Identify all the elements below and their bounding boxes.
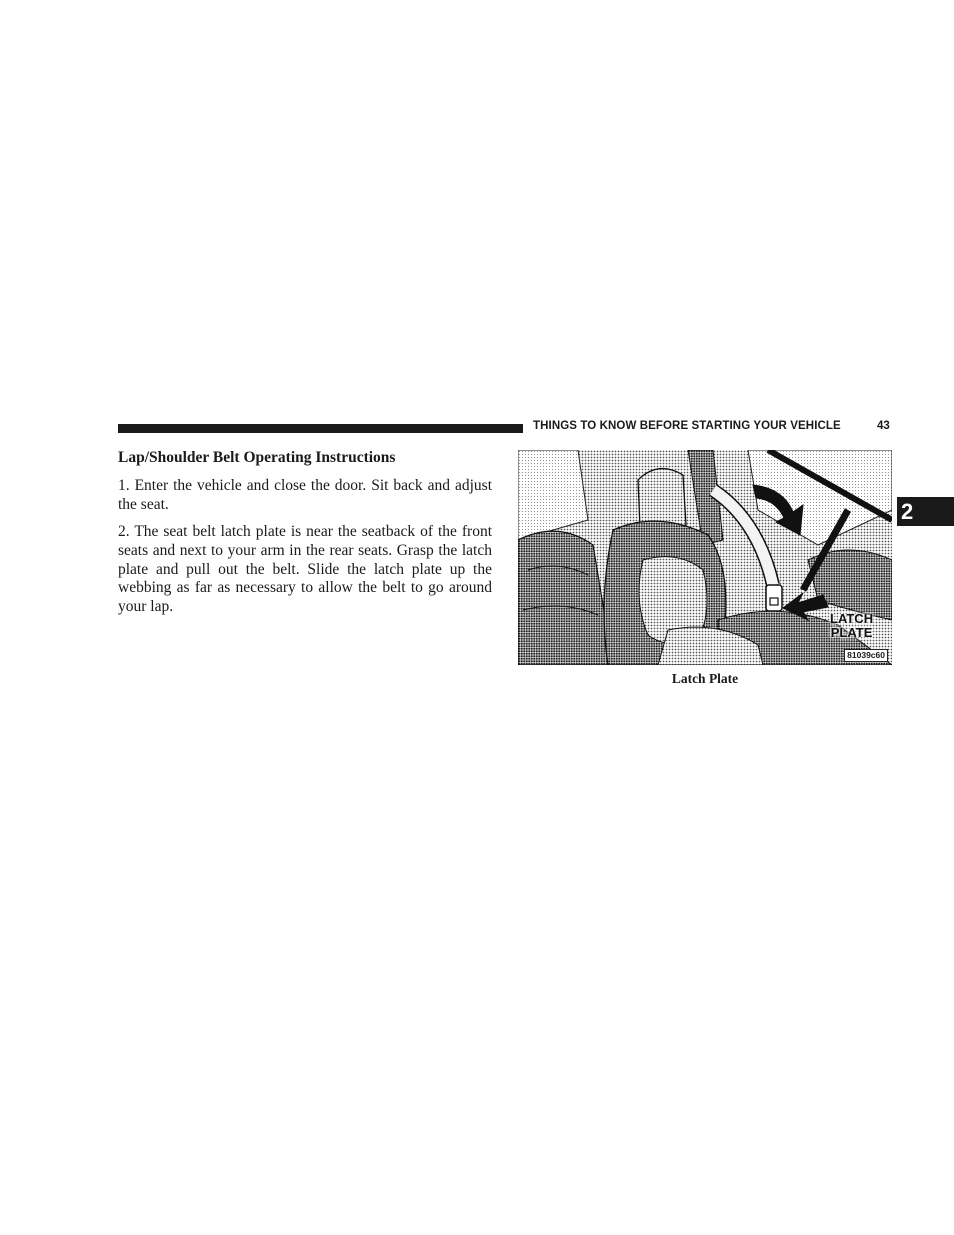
instruction-step-2: 2. The seat belt latch plate is near the seatback of the front seats and next to your arm in the rear seats. Grasp the latch plate and pull out the belt. Slide the latch plate up the webbing as far as necessary to allow the belt to go around your lap. [118, 523, 492, 616]
latch-plate-illustration [518, 450, 892, 665]
latch-plate-callout [830, 612, 873, 640]
header-rule [118, 424, 523, 433]
page-number: 43 [877, 420, 890, 432]
callout-line-1: LATCH [830, 611, 874, 626]
chapter-tab[interactable]: 2 [897, 497, 954, 526]
section-heading: Lap/Shoulder Belt Operating Instructions [118, 449, 396, 466]
running-header-title: THINGS TO KNOW BEFORE STARTING YOUR VEHICLE [533, 420, 841, 432]
instruction-step-1: 1. Enter the vehicle and close the door. Sit back and adjust the seat. [118, 477, 492, 513]
callout-line-2: PLATE [830, 625, 873, 640]
figure-caption: Latch Plate [671, 671, 739, 686]
figure-code: 81039c60 [844, 649, 888, 662]
